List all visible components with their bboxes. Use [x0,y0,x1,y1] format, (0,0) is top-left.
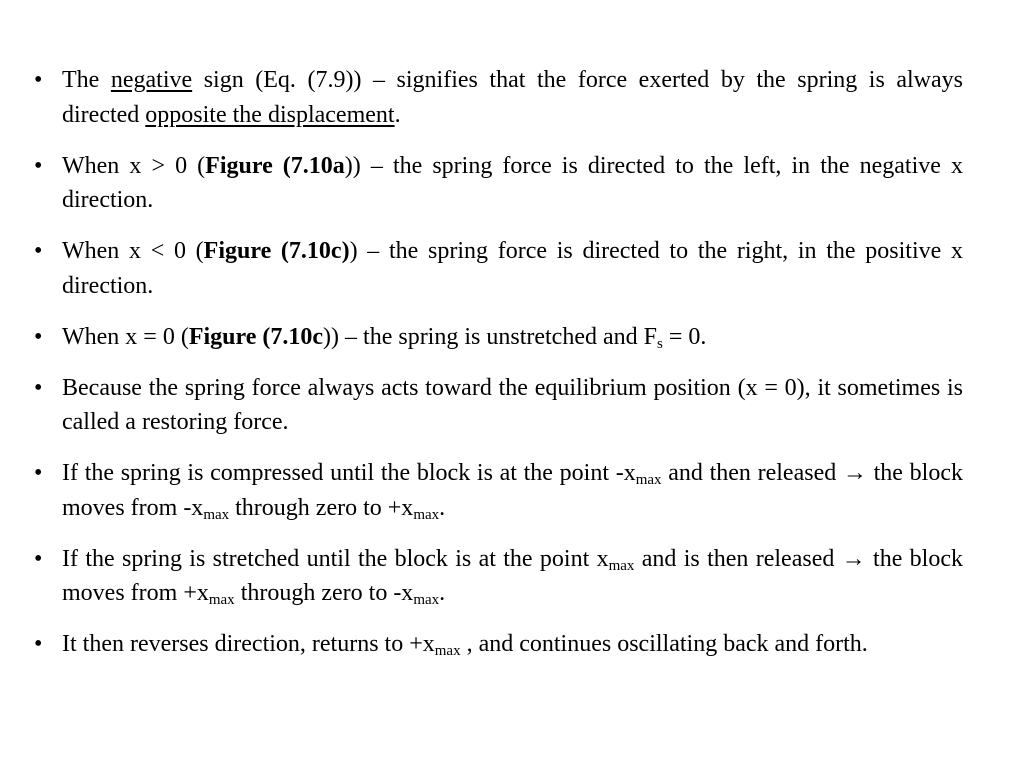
text-run: through zero to +x [229,494,414,521]
underlined-text: negative [110,67,193,93]
subscript: max [208,592,235,608]
text-run: The [62,67,111,93]
text-run: Because the spring force always acts toward the equilibrium position (x = 0), it sometimes is called a restoring force. [62,374,963,435]
subscript: max [608,557,635,574]
text-run: . [394,101,401,128]
text-run: If the spring is stretched until the block is at the point x [62,545,609,572]
text-run: )) – the spring force is directed to the left, in the negative x direction. [62,152,963,213]
bullet-item-stretched [34,542,963,611]
figure-reference: Figure (7.10c [188,323,324,350]
bullet-dot-icon: • [34,67,43,93]
text-run: It then reverses direction, returns to +x [62,631,435,657]
text-run: . [439,580,446,606]
text-run: When x < 0 ( [62,238,204,264]
bullet-dot-icon: • [34,374,43,401]
bullet-dot-icon: • [34,152,43,179]
text-run: )) – the spring is unstretched and F [323,323,657,350]
subscript: max [203,506,230,523]
text-run: sign (Eq. (7.9)) – signifies that the force exerted by the spring is always directed [62,67,964,128]
bullet-item-x-zero [34,320,963,355]
bullet-list [34,63,963,678]
figure-reference: Figure (7.10a [205,152,345,179]
bullet-dot-icon: • [34,238,43,264]
bullet-item-oscillating [34,627,963,662]
text-run: When x > 0 ( [62,152,206,179]
text-run: When x = 0 ( [62,323,189,350]
subscript: max [635,472,662,488]
text-run: and is then released → the block moves from +x [62,545,963,606]
bullet-item-restoring-force [34,371,963,440]
bullet-item-compressed [34,456,963,525]
underlined-text: opposite the displacement [145,101,395,128]
bullet-dot-icon: • [34,323,43,350]
figure-reference: Figure (7.10c) [203,238,350,264]
text-run: through zero to -x [234,580,414,606]
bullet-item-x-negative [34,234,963,303]
subscript: max [413,592,440,608]
bullet-item-negative-sign [34,63,963,132]
text-run: and then released → the block moves from -x [62,460,963,521]
subscript: s [656,335,663,352]
text-run: ) – the spring force is directed to the right, in the positive x direction. [62,238,963,299]
text-run: If the spring is compressed until the block is at the point -x [62,460,636,486]
text-run: , and continues oscillating back and forth. [460,631,868,657]
subscript: max [413,506,440,523]
bullet-dot-icon: • [34,460,43,486]
bullet-item-x-positive [34,149,963,218]
bullet-dot-icon: • [34,631,43,657]
bullet-dot-icon: • [34,545,43,572]
subscript: max [434,643,461,659]
text-run: = 0. [662,323,707,350]
text-run: . [439,494,446,521]
